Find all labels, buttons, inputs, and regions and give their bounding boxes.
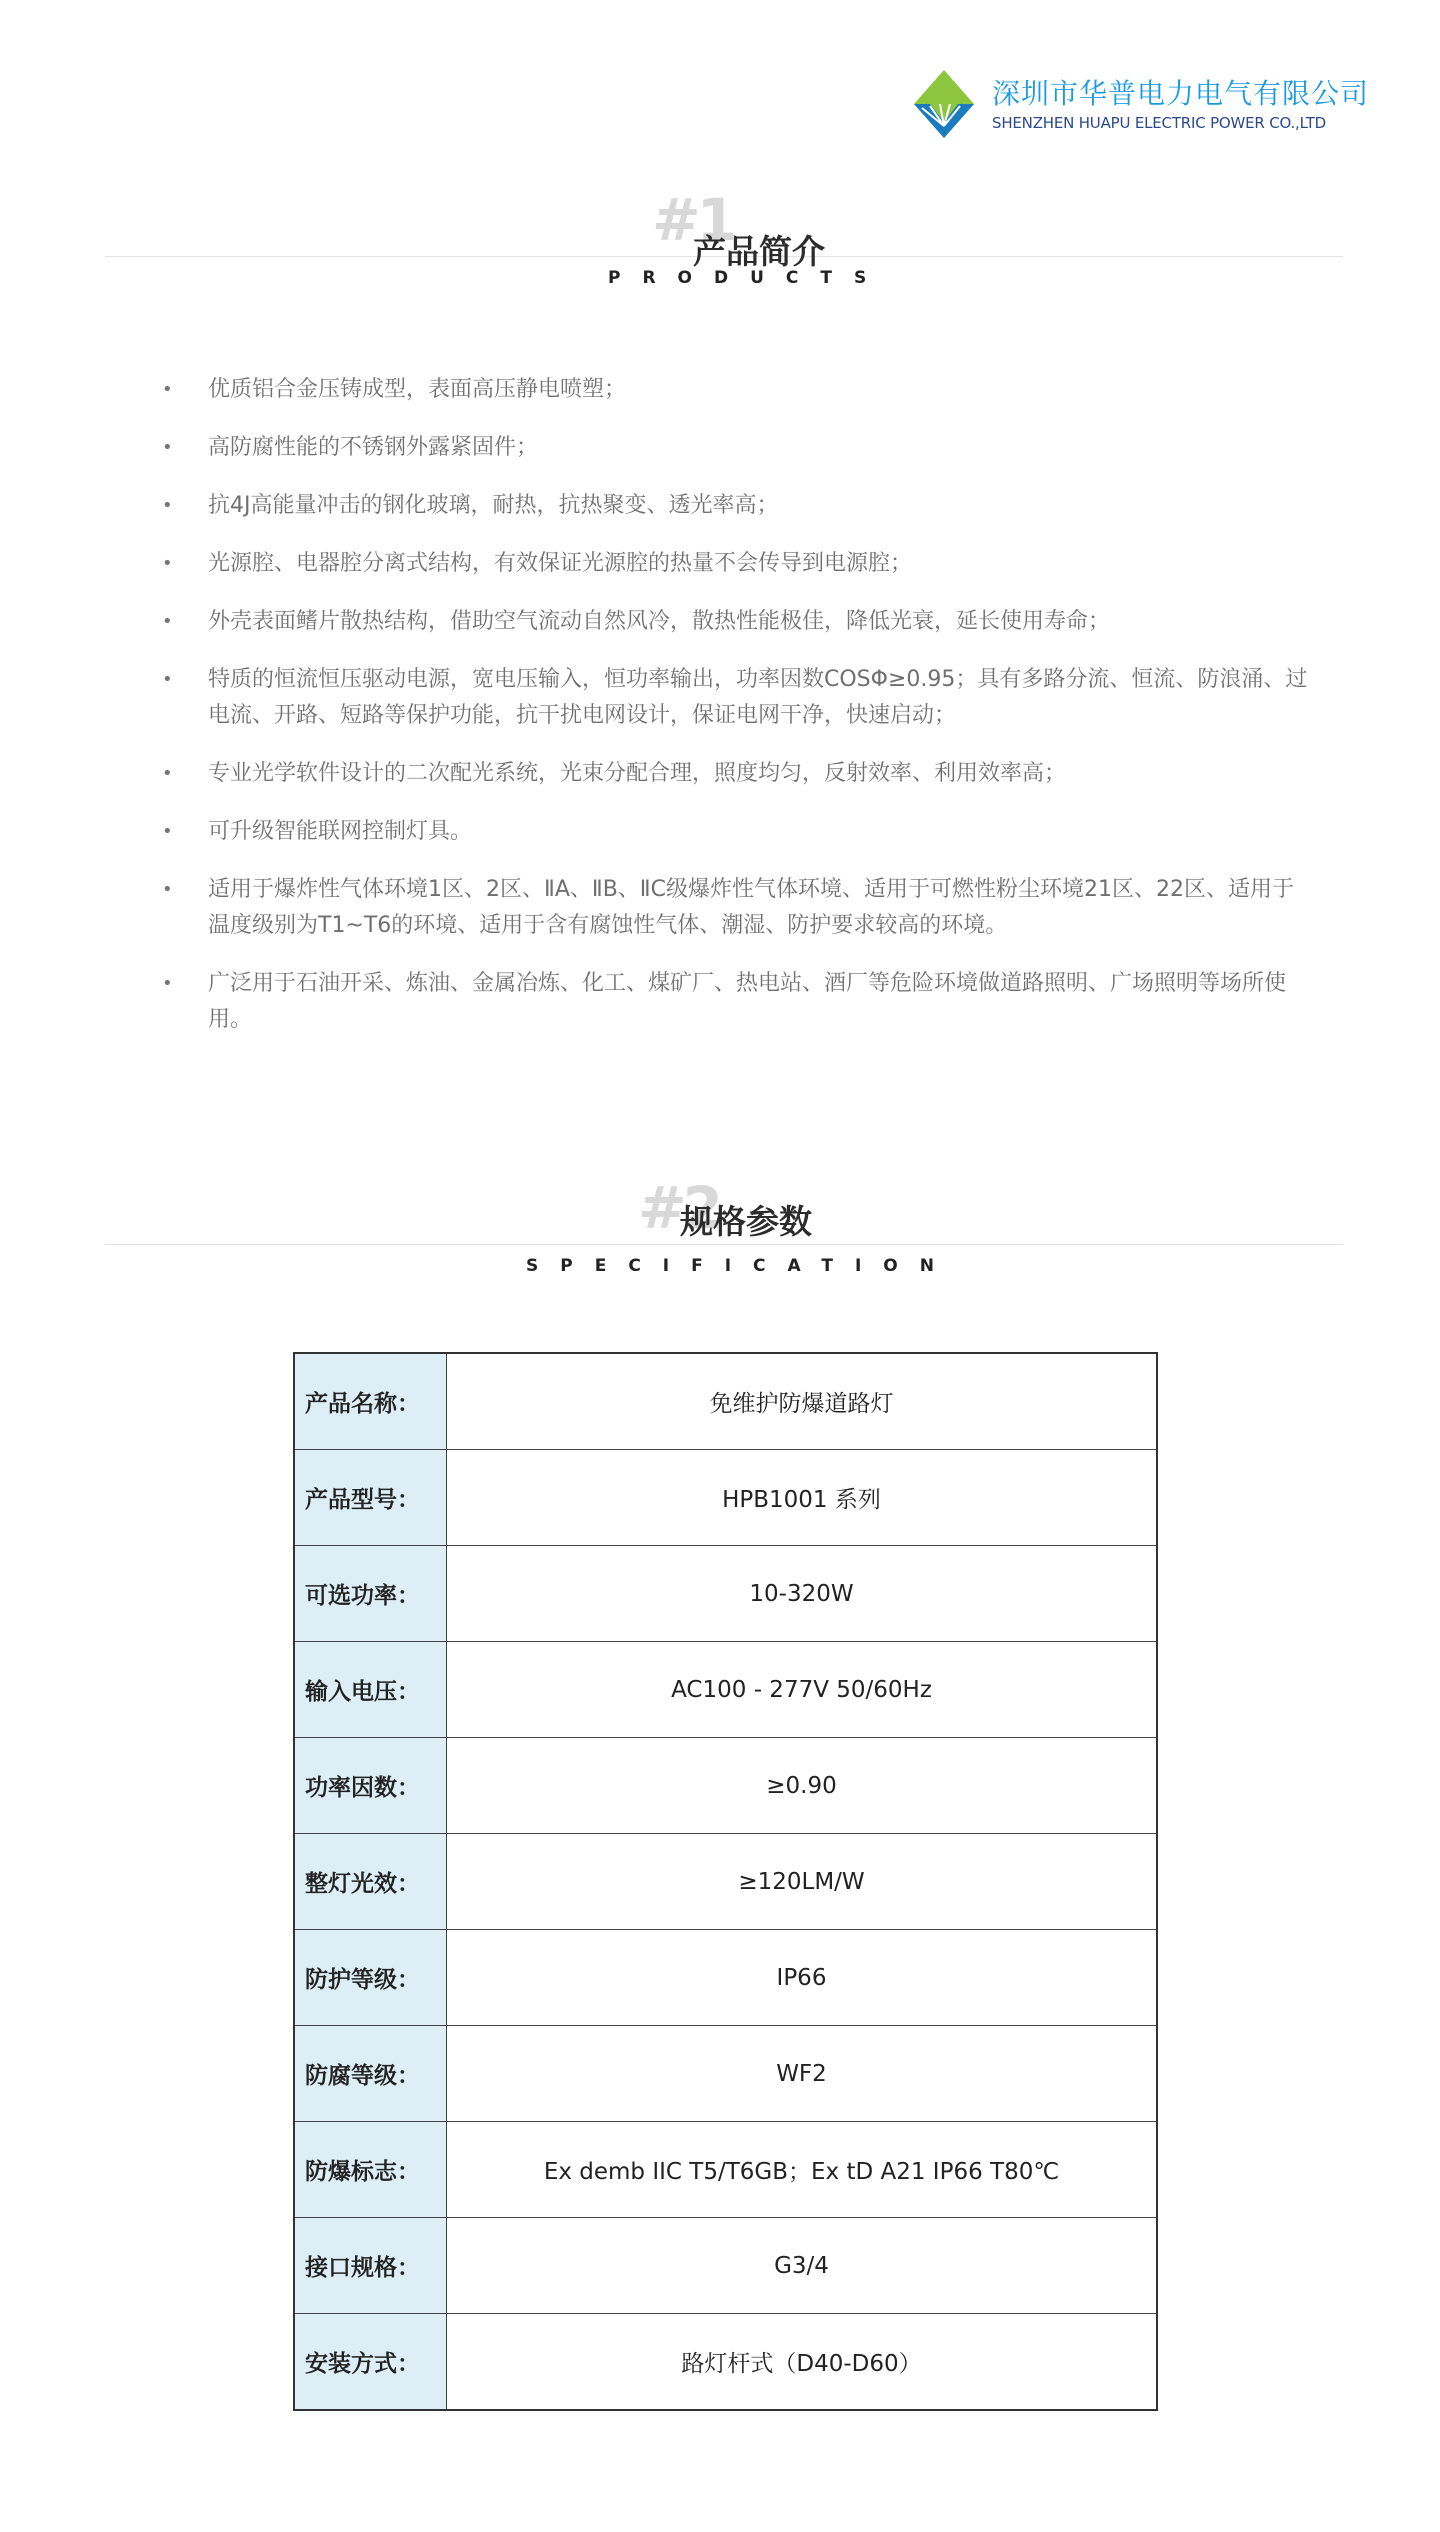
spec-label: 功率因数： bbox=[294, 1738, 447, 1834]
spec-label: 输入电压： bbox=[294, 1642, 447, 1738]
spec-value: 10-320W bbox=[447, 1546, 1158, 1642]
feature-text: 抗4J高能量冲击的钢化玻璃，耐热，抗热聚变、透光率高； bbox=[208, 493, 779, 518]
table-row bbox=[294, 1353, 1157, 1450]
table-row bbox=[294, 1834, 1157, 1930]
feature-text: 适用于爆炸性气体环境1区、2区、ⅡA、ⅡB、ⅡC级爆炸性气体环境、适用于可燃性粉尘环境21区、22区、适用于温度级别为T1~T6的环境、适用于含有腐蚀性气体、潮湿、防护要求较高的环境。 bbox=[208, 877, 1294, 938]
table-row bbox=[294, 1738, 1157, 1834]
table-row bbox=[294, 1450, 1157, 1546]
spec-label: 防腐等级： bbox=[294, 2026, 447, 2122]
section-number: #1 bbox=[652, 186, 733, 254]
section-subtitle: PRODUCTS bbox=[608, 268, 889, 288]
feature-text: 优质铝合金压铸成型，表面高压静电喷塑； bbox=[208, 377, 627, 402]
bullet-icon: • bbox=[162, 973, 173, 994]
spec-label: 产品名称： bbox=[294, 1353, 447, 1450]
table-row bbox=[294, 2314, 1157, 2411]
section-title: 规格参数 bbox=[680, 1202, 812, 1241]
bullet-icon: • bbox=[162, 763, 173, 784]
feature-list bbox=[160, 372, 1310, 1060]
spec-value: Ex demb IIC T5/T6GB；Ex tD A21 IP66 T80℃ bbox=[447, 2122, 1158, 2218]
table-row bbox=[294, 1642, 1157, 1738]
feature-text: 广泛用于石油开采、炼油、金属冶炼、化工、煤矿厂、热电站、酒厂等危险环境做道路照明、广场照明等场所使用。 bbox=[208, 971, 1287, 1032]
table-row bbox=[294, 2218, 1157, 2314]
spec-value: ≥0.90 bbox=[447, 1738, 1158, 1834]
section-subtitle: SPECIFICATION bbox=[526, 1256, 956, 1276]
feature-item bbox=[160, 966, 1310, 1038]
bullet-icon: • bbox=[162, 821, 173, 842]
company-name-cn: 深圳市华普电力电气有限公司 bbox=[992, 77, 1370, 110]
feature-item bbox=[160, 604, 1310, 640]
spec-value: AC100 - 277V 50/60Hz bbox=[447, 1642, 1158, 1738]
feature-text: 专业光学软件设计的二次配光系统，光束分配合理，照度均匀，反射效率、利用效率高； bbox=[208, 761, 1067, 786]
bullet-icon: • bbox=[162, 437, 173, 458]
feature-text: 可升级智能联网控制灯具。 bbox=[208, 819, 473, 844]
spec-value: 免维护防爆道路灯 bbox=[447, 1353, 1158, 1450]
spec-value: 路灯杆式（D40-D60） bbox=[447, 2314, 1158, 2411]
feature-item bbox=[160, 546, 1310, 582]
spec-label: 接口规格： bbox=[294, 2218, 447, 2314]
section-title: 产品简介 bbox=[693, 232, 825, 271]
bullet-icon: • bbox=[162, 879, 173, 900]
section-products-heading bbox=[0, 186, 1440, 300]
company-logo-icon bbox=[912, 68, 976, 140]
spec-label: 整灯光效： bbox=[294, 1834, 447, 1930]
feature-text: 外壳表面鳍片散热结构，借助空气流动自然风冷，散热性能极佳，降低光衰，延长使用寿命； bbox=[208, 609, 1111, 634]
table-row bbox=[294, 1930, 1157, 2026]
spec-label: 安装方式： bbox=[294, 2314, 447, 2411]
feature-text: 高防腐性能的不锈钢外露紧固件； bbox=[208, 435, 539, 460]
bullet-icon: • bbox=[162, 611, 173, 632]
feature-text: 特质的恒流恒压驱动电源，宽电压输入，恒功率输出，功率因数COSΦ≥0.95；具有多路分流、恒流、防浪涌、过电流、开路、短路等保护功能，抗干扰电网设计，保证电网干净，快速启动； bbox=[208, 667, 1308, 728]
feature-item bbox=[160, 430, 1310, 466]
spec-value: ≥120LM/W bbox=[447, 1834, 1158, 1930]
bullet-icon: • bbox=[162, 669, 173, 690]
section-spec-heading bbox=[0, 1174, 1440, 1288]
bullet-icon: • bbox=[162, 379, 173, 400]
spec-value: WF2 bbox=[447, 2026, 1158, 2122]
spec-label: 可选功率： bbox=[294, 1546, 447, 1642]
bullet-icon: • bbox=[162, 553, 173, 574]
spec-value: HPB1001 系列 bbox=[447, 1450, 1158, 1546]
feature-item bbox=[160, 814, 1310, 850]
feature-item bbox=[160, 662, 1310, 734]
table-row bbox=[294, 2026, 1157, 2122]
divider bbox=[105, 1244, 1343, 1245]
spec-label: 产品型号： bbox=[294, 1450, 447, 1546]
section-number: #2 bbox=[638, 1174, 719, 1242]
feature-item bbox=[160, 372, 1310, 408]
feature-item bbox=[160, 488, 1310, 524]
feature-item bbox=[160, 872, 1310, 944]
spec-label: 防护等级： bbox=[294, 1930, 447, 2026]
company-name-en: SHENZHEN HUAPU ELECTRIC POWER CO.,LTD bbox=[992, 114, 1327, 132]
feature-item bbox=[160, 756, 1310, 792]
spec-value: G3/4 bbox=[447, 2218, 1158, 2314]
spec-label: 防爆标志： bbox=[294, 2122, 447, 2218]
spec-table bbox=[293, 1352, 1158, 2411]
table-row bbox=[294, 1546, 1157, 1642]
feature-text: 光源腔、电器腔分离式结构，有效保证光源腔的热量不会传导到电源腔； bbox=[208, 551, 913, 576]
bullet-icon: • bbox=[162, 495, 173, 516]
table-row bbox=[294, 2122, 1157, 2218]
spec-value: IP66 bbox=[447, 1930, 1158, 2026]
